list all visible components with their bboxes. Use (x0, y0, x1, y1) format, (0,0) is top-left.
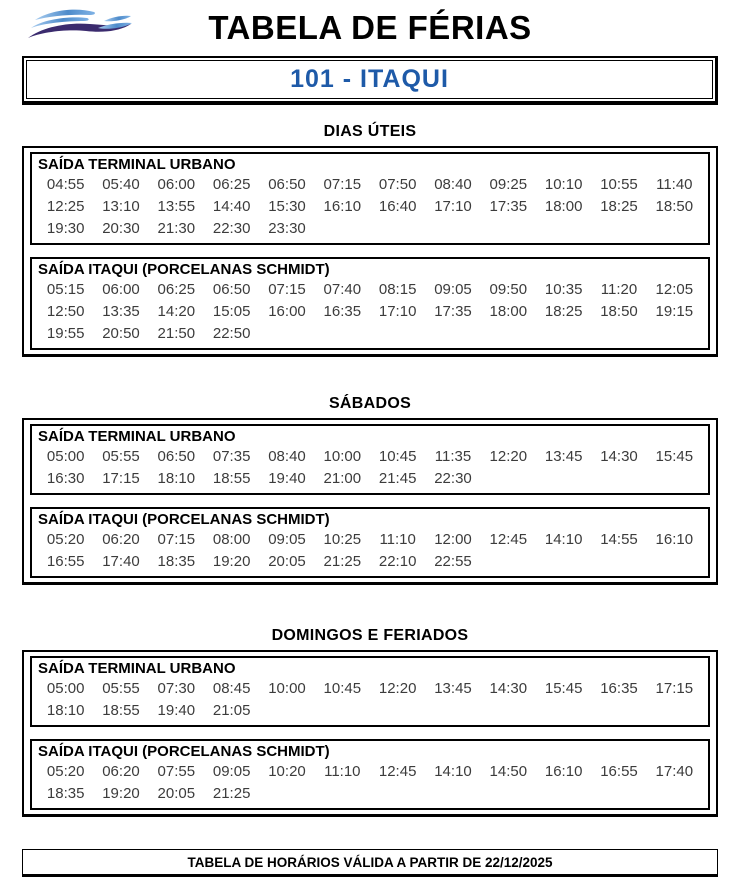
block-header-terminal: SAÍDA TERMINAL URBANO (38, 660, 236, 677)
departure-time: 21:05 (212, 702, 251, 719)
departure-time: 08:40 (268, 448, 306, 465)
departure-time: 19:40 (157, 702, 196, 719)
departure-time: 09:05 (268, 531, 306, 548)
departure-time: 10:25 (323, 531, 362, 548)
departure-time: 18:55 (212, 470, 251, 487)
departure-time: 10:45 (378, 448, 417, 465)
departure-time: 20:50 (102, 325, 140, 342)
block-sundays-terminal (30, 656, 710, 727)
departure-time: 10:10 (544, 176, 583, 193)
departure-time: 08:45 (212, 680, 251, 697)
departure-time: 22:30 (434, 470, 472, 487)
departure-time: 17:15 (102, 470, 140, 487)
departure-time: 05:40 (102, 176, 140, 193)
departure-time: 10:45 (323, 680, 362, 697)
departure-time: 20:05 (157, 785, 196, 802)
departure-time: 15:45 (655, 448, 694, 465)
departure-time: 18:10 (157, 470, 196, 487)
departure-time: 21:50 (157, 325, 196, 342)
departure-time: 14:30 (600, 448, 638, 465)
time-row (38, 761, 702, 783)
departure-time: 05:00 (46, 680, 85, 697)
departure-time: 04:55 (46, 176, 85, 193)
departure-time: 05:20 (46, 763, 85, 780)
departure-time: 11:20 (600, 281, 638, 298)
departure-time: 20:05 (268, 553, 306, 570)
departure-time: 11:10 (379, 531, 416, 548)
departure-time: 20:30 (102, 220, 140, 237)
departure-time: 14:55 (600, 531, 638, 548)
departure-time: 14:10 (544, 531, 583, 548)
departure-time: 07:55 (157, 763, 196, 780)
company-logo-icon (24, 6, 136, 50)
time-row (38, 196, 702, 218)
departure-time: 17:35 (434, 303, 472, 320)
departure-time: 18:10 (46, 702, 85, 719)
departure-time: 12:05 (655, 281, 694, 298)
departure-time: 09:05 (212, 763, 251, 780)
departure-time: 21:00 (323, 470, 362, 487)
departure-time: 19:55 (46, 325, 85, 342)
departure-time: 08:00 (212, 531, 251, 548)
time-table (38, 279, 702, 345)
block-weekdays-itaqui (30, 257, 710, 350)
departure-time: 14:10 (434, 763, 472, 780)
departure-time: 16:00 (268, 303, 306, 320)
departure-time: 17:10 (378, 303, 417, 320)
block-weekdays-terminal (30, 152, 710, 245)
departure-time: 10:20 (268, 763, 306, 780)
departure-time: 16:55 (600, 763, 638, 780)
departure-time: 08:40 (434, 176, 472, 193)
departure-time: 10:55 (600, 176, 638, 193)
departure-time: 07:40 (323, 281, 362, 298)
departure-time: 06:50 (268, 176, 306, 193)
departure-time: 22:30 (212, 220, 251, 237)
departure-time: 21:30 (157, 220, 196, 237)
departure-time: 07:15 (157, 531, 196, 548)
departure-time: 18:25 (544, 303, 583, 320)
departure-time: 09:25 (489, 176, 528, 193)
departure-time: 23:30 (268, 220, 306, 237)
block-header-itaqui: SAÍDA ITAQUI (PORCELANAS SCHMIDT) (38, 511, 330, 528)
departure-time: 05:15 (46, 281, 85, 298)
departure-time: 14:20 (157, 303, 196, 320)
block-header-terminal: SAÍDA TERMINAL URBANO (38, 428, 236, 445)
departure-time: 21:45 (378, 470, 417, 487)
departure-time: 12:20 (378, 680, 417, 697)
departure-time: 06:20 (102, 763, 140, 780)
departure-time: 13:45 (434, 680, 472, 697)
departure-time: 12:20 (489, 448, 528, 465)
departure-time: 15:05 (212, 303, 251, 320)
time-table (38, 174, 702, 240)
time-row (38, 529, 702, 551)
validity-notice: TABELA DE HORÁRIOS VÁLIDA A PARTIR DE 22/12/2025 (22, 849, 718, 877)
time-table (38, 678, 702, 722)
departure-time: 16:55 (46, 553, 85, 570)
departure-time: 19:40 (268, 470, 306, 487)
departure-time: 13:45 (544, 448, 583, 465)
departure-time: 05:00 (46, 448, 85, 465)
section-weekdays (22, 146, 718, 357)
departure-time: 17:35 (489, 198, 528, 215)
departure-time: 06:50 (157, 448, 196, 465)
time-row (38, 468, 702, 490)
departure-time: 12:00 (434, 531, 472, 548)
departure-time: 11:35 (434, 448, 472, 465)
departure-time: 06:25 (212, 176, 251, 193)
departure-time: 15:45 (544, 680, 583, 697)
departure-time: 19:20 (212, 553, 251, 570)
departure-time: 09:05 (434, 281, 472, 298)
logo-right-small-swoosh (104, 16, 131, 22)
departure-time: 16:10 (655, 531, 694, 548)
departure-time: 22:10 (378, 553, 417, 570)
departure-time: 10:00 (323, 448, 362, 465)
masthead (22, 2, 718, 54)
departure-time: 17:10 (434, 198, 472, 215)
departure-time: 16:40 (378, 198, 417, 215)
departure-time: 10:35 (544, 281, 583, 298)
departure-time: 13:10 (102, 198, 140, 215)
time-row (38, 174, 702, 196)
departure-time: 12:45 (489, 531, 528, 548)
departure-time: 06:20 (102, 531, 140, 548)
departure-time: 12:25 (46, 198, 85, 215)
departure-time: 21:25 (323, 553, 362, 570)
departure-time: 22:55 (434, 553, 472, 570)
time-row (38, 783, 702, 805)
departure-time: 07:15 (268, 281, 306, 298)
departure-time: 15:30 (268, 198, 306, 215)
page-title: TABELA DE FÉRIAS (208, 9, 532, 46)
departure-time: 11:40 (656, 176, 693, 193)
time-row (38, 678, 702, 700)
departure-time: 17:15 (655, 680, 694, 697)
departure-time: 05:55 (102, 680, 140, 697)
departure-time: 09:50 (489, 281, 528, 298)
departure-time: 22:50 (212, 325, 251, 342)
section-title-saturdays: SÁBADOS (328, 395, 412, 412)
departure-time: 07:15 (323, 176, 362, 193)
departure-time: 18:25 (600, 198, 638, 215)
departure-time: 19:15 (655, 303, 694, 320)
departure-time: 18:00 (489, 303, 528, 320)
section-sundays-holidays (22, 650, 718, 817)
departure-time: 21:25 (212, 785, 251, 802)
departure-time: 06:25 (157, 281, 196, 298)
departure-time: 18:50 (655, 198, 694, 215)
section-title-weekdays: DIAS ÚTEIS (323, 123, 417, 140)
time-table (38, 761, 702, 805)
time-row (38, 551, 702, 573)
departure-time: 07:50 (378, 176, 417, 193)
block-header-itaqui: SAÍDA ITAQUI (PORCELANAS SCHMIDT) (38, 261, 330, 278)
departure-time: 18:55 (102, 702, 140, 719)
departure-time: 18:35 (46, 785, 85, 802)
departure-time: 14:30 (489, 680, 528, 697)
departure-time: 14:40 (212, 198, 251, 215)
departure-time: 16:30 (46, 470, 85, 487)
departure-time: 05:55 (102, 448, 140, 465)
route-label: 101 - ITAQUI (26, 60, 713, 99)
time-row (38, 446, 702, 468)
departure-time: 06:00 (102, 281, 140, 298)
departure-time: 16:35 (323, 303, 362, 320)
departure-time: 06:00 (157, 176, 196, 193)
departure-time: 18:00 (544, 198, 583, 215)
departure-time: 11:10 (324, 763, 361, 780)
block-saturdays-itaqui (30, 507, 710, 578)
departure-time: 10:00 (268, 680, 306, 697)
time-row (38, 301, 702, 323)
departure-time: 19:30 (46, 220, 85, 237)
time-row (38, 323, 702, 345)
departure-time: 12:50 (46, 303, 85, 320)
departure-time: 14:50 (489, 763, 528, 780)
time-table (38, 529, 702, 573)
departure-time: 08:15 (378, 281, 417, 298)
departure-time: 18:50 (600, 303, 638, 320)
time-table (38, 446, 702, 490)
block-saturdays-terminal (30, 424, 710, 495)
time-row (38, 279, 702, 301)
departure-time: 17:40 (102, 553, 140, 570)
departure-time: 18:35 (157, 553, 196, 570)
section-title-sundays-holidays: DOMINGOS E FERIADOS (271, 627, 469, 644)
route-box (22, 56, 718, 105)
departure-time: 16:10 (544, 763, 583, 780)
departure-time: 13:35 (102, 303, 140, 320)
departure-time: 05:20 (46, 531, 85, 548)
departure-time: 16:10 (323, 198, 362, 215)
block-header-itaqui: SAÍDA ITAQUI (PORCELANAS SCHMIDT) (38, 743, 330, 760)
departure-time: 19:20 (102, 785, 140, 802)
time-row (38, 218, 702, 240)
departure-time: 06:50 (212, 281, 251, 298)
departure-time: 16:35 (600, 680, 638, 697)
departure-time: 13:55 (157, 198, 196, 215)
departure-time: 07:30 (157, 680, 196, 697)
departure-time: 12:45 (378, 763, 417, 780)
departure-time: 17:40 (655, 763, 694, 780)
time-row (38, 700, 702, 722)
block-sundays-itaqui (30, 739, 710, 810)
section-saturdays (22, 418, 718, 585)
block-header-terminal: SAÍDA TERMINAL URBANO (38, 156, 236, 173)
departure-time: 07:35 (212, 448, 251, 465)
